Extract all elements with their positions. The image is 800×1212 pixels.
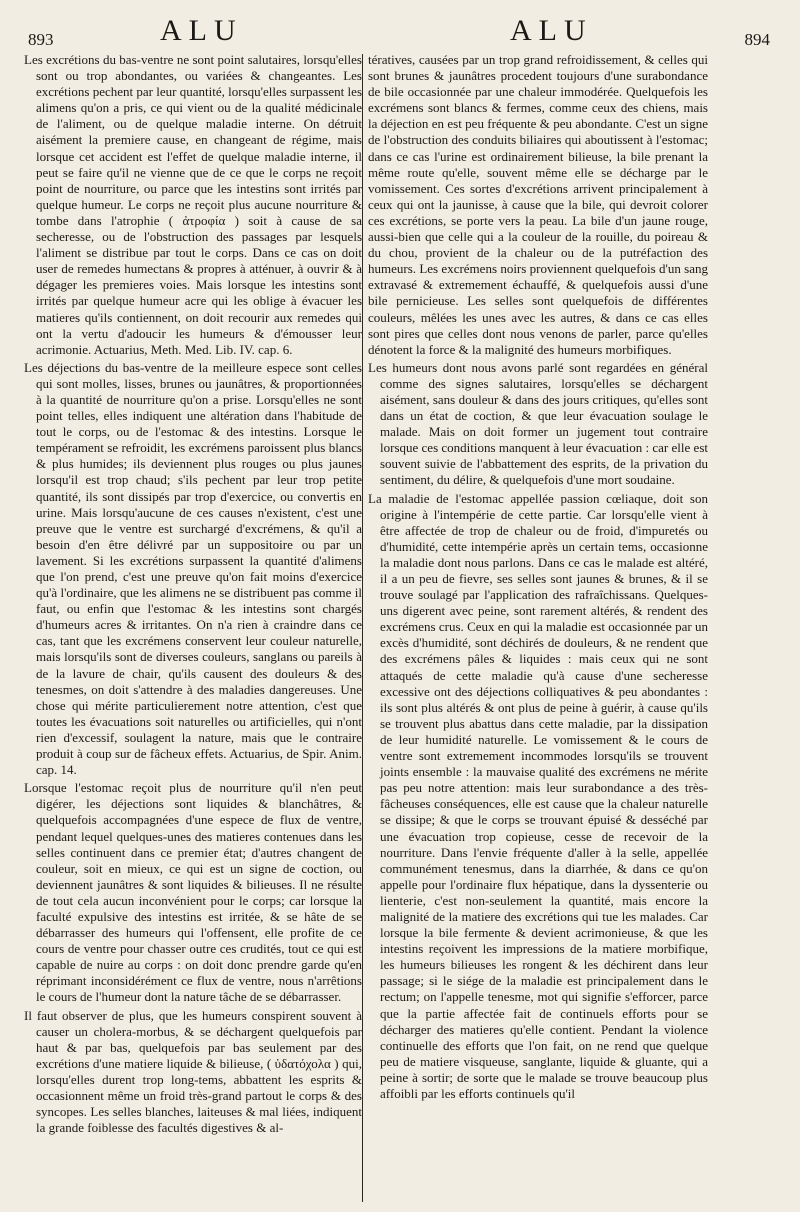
page-number-left: 893 (28, 30, 54, 49)
paragraph: Les humeurs dont nous avons parlé sont regardées en général comme des signes salutaires, lorsqu'elles se déchargent aisément, sans douleur & dans des jours critiques, qu'elles sont dans un état de coction, & que leur évacuation soulage le malade. Mais on doit former un jugement tout contraire lorsque ces conditions manquent à leur évacuation : car elle est souvent suivie de l'abbattement des esprits, de la privation du sentiment, du délire, & quelquefois d'une mort soudaine. (368, 359, 708, 488)
running-head-left: ALU (160, 14, 243, 47)
page-header (0, 8, 800, 54)
paragraph: Il faut observer de plus, que les humeurs conspirent souvent à causer un cholera-morbus, & se déchargent quelquefois par haut & par bas, quelquefois par bas seulement par des excrétions d'une matiere liquide & bilieuse, ( ὑδατόχολα ) qui, lorsqu'elles durent trop long-tems, abbattent les esprits & occasionnent même un froid très-grand partout le corps & des syncopes. Les selles blanches, laiteuses & mal liées, indiquent la grande foiblesse des facultés digestives & al- (24, 1007, 362, 1136)
paragraph: Lorsque l'estomac reçoit plus de nourriture qu'il n'en peut digérer, les déjections sont liquides & blanchâtres, & quelquefois accompagnées d'une espece de flux de ventre, pendant lequel quelques-unes des matieres contenues dans les selles continuent dans ce premier état; d'autres changent de couleur, soit en mieux, ce qui est un signe de coction, ou deviennent jaunâtres & sont liquides & bilieuses. Il ne résulte de tout cela aucun inconvénient pour le corps; car lorsque la faculté expulsive des intestins est irritée, & se hâte de se débarrasser des humeurs qui l'offensent, elle profite de ce cours de ventre pour chasser outre ces crudités, tout ce qui est capable de nuire au corps : on doit donc prendre garde qu'en réprimant inconsidérément ce flux de ventre, nous n'arrêtions le cours de l'humeur dont la nature tâche de se débarrasser. (24, 780, 362, 1005)
paragraph: Les déjections du bas-ventre de la meilleure espece sont celles qui sont molles, lisses, brunes ou jaunâtres, & proportionnées à la quantité de nourriture qu'on a prise. Lorsqu'elles ne sont point telles, elles indiquent une altération dans l'habitude de tout le corps, ou de l'estomac & des intestins. Lorsque le tempérament se refroidit, les excrémens paroissent plus blancs & plus humides; ils deviennent plus rouges ou plus jaunes lorsqu'il est trop chaud; s'ils pechent par leur trop petite quantité, ils sont dissipés par trop d'exercice, ou convertis en urine. Mais lorsqu'aucune de ces causes n'existent, c'est une preuve que le ventre est surchargé d'excrémens, & qu'il a besoin d'en être délivré par un suppositoire ou par un lavement. Si les excrétions surpassent la quantité d'alimens que l'on prend, c'est une preuve qu'on fait moins d'exercice qu'à l'ordinaire, que les alimens ne se distribuent pas comme il faut, ou enfin que l'estomac & les intestins sont chargés d'humeurs acres & irritantes. On n'a rien à craindre dans ce cas, tant que les excrémens conservent leur couleur naturelle, mais lorsqu'ils sont de diverses couleurs, sanglans ou pareils à de la lavure de chair, qu'ils causent des douleurs & des tenesmes, on doit s'attendre à des maladies dangereuses. Une chose qui mérite particulierement notre attention, c'est que toutes les évacuations soit naturelles ou artificielles, qui n'ont rien d'excessif, soulagent la nature, mais que le contraire produit à coup sur de fâcheux effets. Actuarius, de Spir. Anim. cap. 14. (24, 359, 362, 778)
column-divider (362, 54, 363, 1202)
running-head-right: ALU (510, 14, 593, 47)
page-number-right: 894 (744, 30, 770, 49)
paragraph: La maladie de l'estomac appellée passion cœliaque, doit son origine à l'intempérie de cette partie. Car lorsqu'elle vient à être affectée de trop de chaleur ou de froid, d'impuretés ou d'humidité, cette intempérie après un certain tems, occasionne la maladie dont nous parlons. Dans ce cas le malade est altéré, il a un peu de fievre, ses selles sont jaunes & brunes, & il se trouve soulagé par l'application des rafraîchissans. Quelques-uns digerent avec peine, sont rarement altérés, & rendent des excrémens crus. Ceux en qui la maladie est occasionnée par un excès d'humidité, sont déchirés de douleurs, & ne rendent que des excrémens pâles & liquides : mais ceux qui ne sont attaqués de cette maladie qu'à cause d'une secheresse excessive ont des déjections colliquatives & peu abondantes : ils sont plus altérés & ont plus de peine à guérir, à cause qu'ils se trouvent plus abattus dans cette maladie, par la dissipation de leur humidité naturelle. Le vomissement & le cours de ventre sont extremement incommodes lorsqu'ils se trouvent joints ensemble : la mauvaise qualité des excrémens ne mérite pas peu notre attention: mais leur surabondance a des très-fâcheuses conséquences, elle est cause que la chaleur naturelle se dissipe; & que le corps se trouvant épuisé & desséché par une évacuation trop copieuse, cesse de recevoir de la nourriture. Dans l'envie fréquente d'aller à la selle, appellée communément tenesmus, dans la diarrhée, & dans ce qu'on appelle pour l'ordinaire flux hépatique, dans la dyssenterie ou lienterie, c'est non-seulement la quantité, mais encore la malignité de la matiere des excrétions qui tue les malades. Car lorsque la bile fermente & devient acrimonieuse, & que les intestins reçoivent les impressions de la matiere morbifique, les humeurs bilieuses les rongent & les déchirent dans leur passage; si le siége de la maladie est principalement dans le rectum; on l'appelle tenesme, mot qui signifie s'efforcer, parce que la partie affectée fait de continuels efforts pour se décharger des matieres qu'elle contient. Pendant la violence continuelle des efforts que l'on fait, on ne rend que quelque peu de matiere visqueuse, sanglante, liquide & gluante, qui a peine à sortir; de sorte que le malade se trouve beaucoup plus affoibli par les efforts continuels qu'il (368, 490, 708, 1101)
right-column (368, 52, 708, 1204)
paragraph: tératives, causées par un trop grand refroidissement, & celles qui sont brunes & jaunâtres procedent toujours d'une surabondance de bile occasionnée par une chaleur immodérée. Quelquefois les excrémens sont blancs & fermes, comme ceux des chiens, mais la déjection en est peu fréquente & peu abondante. C'est un signe de l'obstruction des conduits biliaires qui aboutissent à l'estomac; dans ce cas l'urine est ordinairement bilieuse, la bile prenant la même route qu'elle, souvent même elle se décharge par le vomissement. Ces sortes d'excrétions arrivent principalement à ceux qui ont la jaunisse, à cause que la bile, qui devroit colorer ces excrétions, se porte vers la peau. La bile d'un jaune rouge, aussi-bien que celle qui a la couleur de la rouille, du poireau & du chou, provient de la chaleur ou de la putréfaction des humeurs. Les excrémens noirs proviennent quelquefois d'un sang extravasé & extremement échauffé, & quelquefois aussi d'une bile pernicieuse. Les selles sont quelquefois de différentes couleurs, mêlées les unes avec les autres, & dans ce cas elles sont pires que celles dont nous venons de parler, parce qu'elles dénotent la force & la malignité des humeurs morbifiques. (368, 52, 708, 357)
paragraph: Les excrétions du bas-ventre ne sont point salutaires, lorsqu'elles sont ou trop abondantes, ou variées & changeantes. Les excrétions pechent par leur quantité, lorsqu'elles surpassent les alimens qu'on a pris, ce qui vient ou de la qualité médicinale de l'aliment, ou de quelque maladie interne. On détruit aisément la premiere cause, en changeant de régime, mais lorsque cet accident est l'effet de quelque maladie interne, il peut se faire qu'il ne vienne que de ce que le corps ne reçoit point de nourriture, ou parce que les intestins sont irrités par quelque humeur. Le corps ne reçoit plus aucune nourriture & tombe dans l'atrophie ( ἀτροφία ) soit à cause de sa secheresse, ou de l'obstruction des passages par lesquels l'aliment se distribue par tout le corps. Dans ce cas on doit user de remedes humectans & propres à atténuer, à ouvrir & à dégager les premieres voies. Mais lorsque les intestins sont irrités par quelque humeur acre qui les oblige à évacuer les matieres qu'ils contiennent, on doit recourir aux remedes qui ont la vertu d'adoucir les humeurs & d'émousser leur acrimonie. Actuarius, Meth. Med. Lib. IV. cap. 6. (24, 52, 362, 357)
left-column (24, 52, 362, 1204)
